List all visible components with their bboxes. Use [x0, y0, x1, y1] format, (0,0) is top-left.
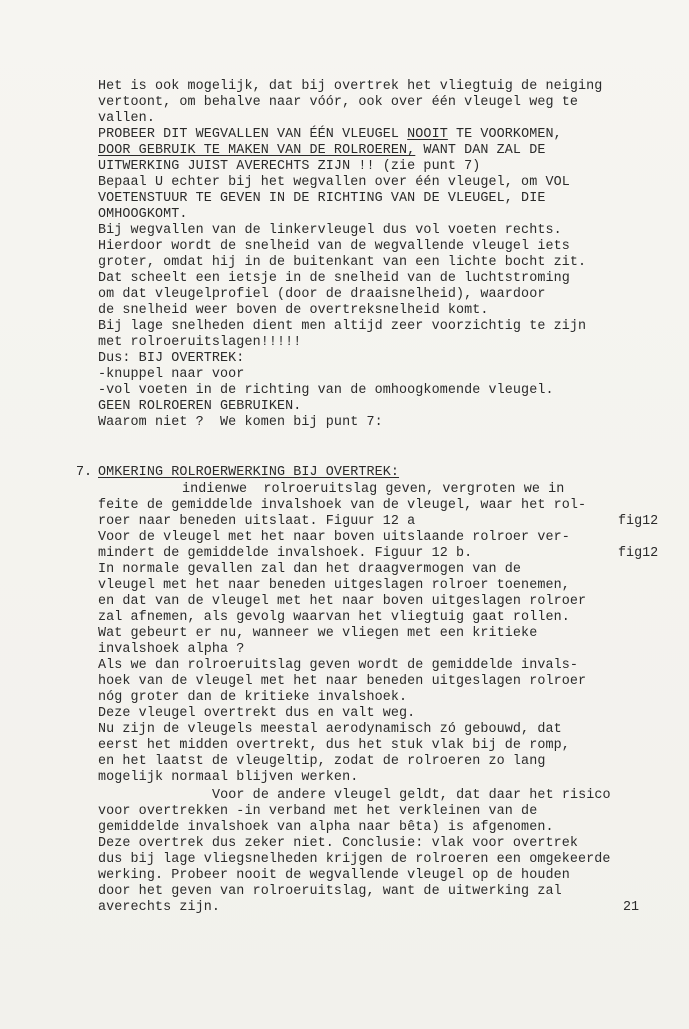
text-line: en dat van de vleugel met het naar boven uitgeslagen rolroer	[98, 594, 587, 609]
text-line: mindert de gemiddelde invalshoek. Figuur 12 b.	[98, 546, 473, 561]
text-line: en het laatst de vleugeltip, zodat de rolroeren zo lang	[98, 754, 546, 769]
text-line: mogelijk normaal blijven werken.	[98, 770, 359, 785]
warning-text: PROBEER DIT WEGVALLEN VAN ÉÉN VLEUGEL	[98, 127, 408, 142]
text-line: om dat vleugelprofiel (door de draaisnelheid), waardoor	[98, 287, 546, 302]
text-line: door het geven van rolroeruitslag, want de uitwerking zal	[98, 884, 562, 899]
text-line: Voor de vleugel met het naar boven uitslaande rolroer ver-	[98, 530, 570, 545]
text-line: Deze vleugel overtrekt dus en valt weg.	[98, 706, 416, 721]
text-line: eerst het midden overtrekt, dus het stuk vlak bij de romp,	[98, 738, 570, 753]
text-line: GEEN ROLROEREN GEBRUIKEN.	[98, 399, 302, 414]
text-line: Wat gebeurt er nu, wanneer we vliegen met een kritieke	[98, 626, 538, 641]
text-line: met rolroeruitslagen!!!!!	[98, 335, 302, 350]
figure-reference: fig12	[618, 514, 659, 529]
section-heading: OMKERING ROLROERWERKING BIJ OVERTREK:	[98, 465, 400, 480]
text-line: Bij wegvallen van de linkervleugel dus vol voeten rechts.	[98, 223, 562, 238]
warning-underlined: NOOIT	[407, 127, 448, 142]
warning-text: WANT DAN ZAL DE	[415, 143, 546, 158]
warning-text: TE VOORKOMEN,	[447, 127, 562, 142]
text-line: Voor de andere vleugel geldt, dat daar het risico	[212, 788, 611, 803]
text-line: indienwe rolroeruitslag geven, vergroten we in	[182, 482, 565, 497]
text-line: vleugel met het naar beneden uitgeslagen rolroer toenemen,	[98, 578, 570, 593]
text-line: gemiddelde invalshoek van alpha naar bêta) is afgenomen.	[98, 820, 554, 835]
text-line: Deze overtrek dus zeker niet. Conclusie: vlak voor overtrek	[98, 836, 579, 851]
text-line: zal afnemen, als gevolg waarvan het vliegtuig gaat rollen.	[98, 610, 570, 625]
text-line: -knuppel naar voor	[98, 367, 245, 382]
section-number: 7.	[76, 465, 93, 480]
text-line: Nu zijn de vleugels meestal aerodynamisch zó gebouwd, dat	[98, 722, 562, 737]
text-line: In normale gevallen zal dan het draagvermogen van de	[98, 562, 522, 577]
page-number: 21	[623, 900, 640, 915]
text-line: Als we dan rolroeruitslag geven wordt de gemiddelde invals-	[98, 658, 579, 673]
text-line: hoek van de vleugel met het naar beneden uitgeslagen rolroer	[98, 674, 587, 689]
text-line: feite de gemiddelde invalshoek van de vleugel, waar het rol-	[98, 498, 587, 513]
warning-line: UITWERKING JUIST AVERECHTS ZIJN !! (zie punt 7)	[98, 159, 481, 174]
text-line: Het is ook mogelijk, dat bij overtrek het vliegtuig de neiging	[98, 79, 603, 94]
text-line: nóg groter dan de kritieke invalshoek.	[98, 690, 408, 705]
text-line: werking. Probeer nooit de wegvallende vleugel op de houden	[98, 868, 570, 883]
text-line: Dus: BIJ OVERTREK:	[98, 351, 245, 366]
text-line: voor overtrekken -in verband met het verkleinen van de	[98, 804, 538, 819]
text-line: Hierdoor wordt de snelheid van de wegvallende vleugel iets	[98, 239, 570, 254]
text-line: vertoont, om behalve naar vóór, ook over één vleugel weg te	[98, 95, 579, 110]
warning-line	[98, 127, 562, 143]
text-line: averechts zijn.	[98, 900, 221, 915]
text-line: Bij lage snelheden dient men altijd zeer voorzichtig te zijn	[98, 319, 587, 334]
text-line: vallen.	[98, 111, 155, 126]
figure-reference: fig12	[618, 546, 659, 561]
text-line: Waarom niet ? We komen bij punt 7:	[98, 415, 383, 430]
text-line: Dat scheelt een ietsje in de snelheid van de luchtstroming	[98, 271, 570, 286]
text-line: invalshoek alpha ?	[98, 642, 245, 657]
text-line: roer naar beneden uitslaat. Figuur 12 a	[98, 514, 416, 529]
text-line: dus bij lage vliegsnelheden krijgen de rolroeren een omgekeerde	[98, 852, 611, 867]
text-line: de snelheid weer boven de overtreksnelheid komt.	[98, 303, 489, 318]
warning-underlined: DOOR GEBRUIK TE MAKEN VAN DE ROLROEREN,	[98, 143, 416, 158]
text-line: groter, omdat hij in de buitenkant van een lichte bocht zit.	[98, 255, 587, 270]
text-line: -vol voeten in de richting van de omhoogkomende vleugel.	[98, 383, 554, 398]
text-line: VOETENSTUUR TE GEVEN IN DE RICHTING VAN DE VLEUGEL, DIE	[98, 191, 546, 206]
warning-line	[98, 143, 545, 159]
text-line: Bepaal U echter bij het wegvallen over één vleugel, om VOL	[98, 175, 570, 190]
text-line: OMHOOGKOMT.	[98, 207, 188, 222]
